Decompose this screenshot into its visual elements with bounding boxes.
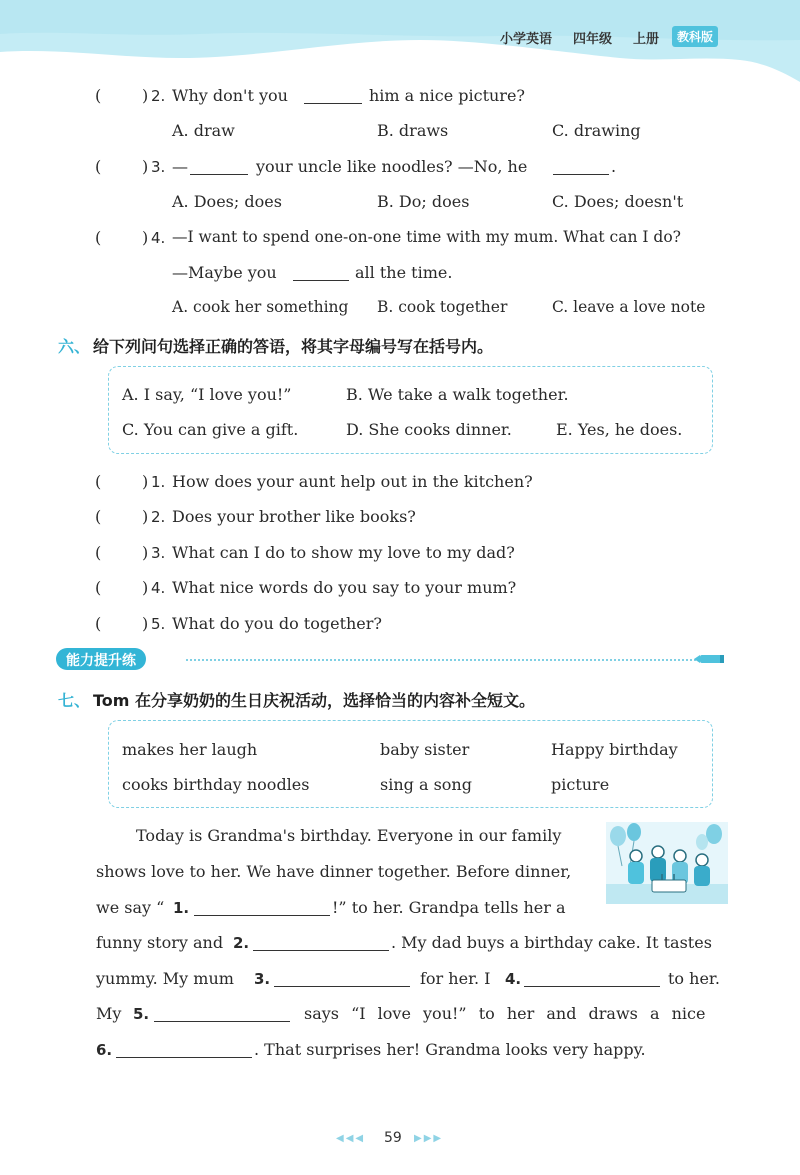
q3-option-c: C. Does; doesn't [552, 192, 684, 211]
q2-paren-close: ) [142, 86, 149, 105]
blank-1-number: 1. [173, 899, 190, 917]
q4-line2-pre: —Maybe you [172, 263, 277, 282]
q2-paren-open: ( [95, 86, 102, 105]
s6-q4-answer-slot[interactable] [106, 574, 142, 598]
q3-option-b: B. Do; does [377, 192, 470, 211]
section6-option-c: C. You can give a gift. [122, 420, 299, 439]
q3-paren-close: ) [142, 157, 149, 176]
page-number: 59 [384, 1130, 402, 1146]
s6-q2-number: 2. [151, 508, 166, 526]
q3-blank-1[interactable] [190, 159, 248, 175]
blank-2-number: 2. [233, 934, 250, 952]
section6-number: 六、 [58, 337, 91, 356]
section6-option-a: A. I say, “I love you!” [122, 385, 292, 404]
passage-blank-6[interactable] [116, 1042, 252, 1058]
s6-q1-answer-slot[interactable] [106, 468, 142, 492]
q4-option-a: A. cook her something [172, 298, 349, 316]
q4-blank[interactable] [293, 265, 349, 281]
s6-q5-text: What do you do together? [172, 614, 382, 633]
passage-line-5-pre: yummy. My mum [96, 969, 234, 988]
q4-paren-open: ( [95, 228, 102, 247]
word-option-6: picture [551, 775, 610, 794]
q2-option-c: C. drawing [552, 121, 641, 140]
word-option-3: Happy birthday [551, 740, 678, 759]
section7-word-box [108, 720, 713, 808]
q4-answer-slot[interactable] [106, 224, 142, 248]
q4-paren-close: ) [142, 228, 149, 247]
header-volume: 上册 [633, 32, 660, 47]
s6-q2-answer-slot[interactable] [106, 503, 142, 527]
header-subject: 小学英语 [500, 32, 553, 47]
q4-line2-post: all the time. [355, 263, 453, 282]
passage-line-6-pre: My [96, 1004, 122, 1023]
word-option-5: sing a song [380, 775, 472, 794]
word-option-4: cooks birthday noodles [122, 775, 310, 794]
s6-q5-number: 5. [151, 615, 166, 633]
s6-q2-paren-close: ) [142, 507, 149, 526]
s6-q2-text: Does your brother like books? [172, 507, 416, 526]
q4-option-b: B. cook together [377, 298, 508, 316]
s6-q3-text: What can I do to show my love to my dad? [172, 543, 515, 562]
word-option-1: makes her laugh [122, 740, 258, 759]
passage-line-5-post: to her. [668, 969, 720, 988]
footer-left-arrows-icon: ◀◀◀ [336, 1133, 366, 1144]
q3-blank-2[interactable] [553, 159, 609, 175]
family-illustration [606, 822, 728, 904]
q2-option-a: A. draw [172, 121, 235, 140]
ability-banner-line [186, 659, 696, 661]
s6-q3-answer-slot[interactable] [106, 539, 142, 563]
q3-dash: — [172, 157, 188, 176]
passage-line-6-post: says “I love you!” to her and draws a nice [304, 1004, 706, 1023]
q2-answer-slot[interactable] [106, 82, 142, 106]
passage-line-7-post: . That surprises her! Grandma looks very happy. [254, 1040, 646, 1059]
section6-option-d: D. She cooks dinner. [346, 420, 512, 439]
q3-stem-mid: your uncle like noodles? —No, he [256, 157, 528, 176]
q4-number: 4. [151, 229, 166, 247]
s6-q1-text: How does your aunt help out in the kitchen? [172, 472, 533, 491]
s6-q3-paren-open: ( [95, 543, 102, 562]
s6-q1-paren-close: ) [142, 472, 149, 491]
header-edition-badge: 教科版 [672, 26, 718, 47]
s6-q5-paren-open: ( [95, 614, 102, 633]
header-grade: 四年级 [573, 32, 613, 47]
q2-number: 2. [151, 87, 166, 105]
q4-stem: —I want to spend one-on-one time with my mum. What can I do? [172, 228, 681, 246]
q3-paren-open: ( [95, 157, 102, 176]
passage-line-4-post: . My dad buys a birthday cake. It tastes [391, 933, 712, 952]
s6-q4-paren-close: ) [142, 578, 149, 597]
s6-q3-paren-close: ) [142, 543, 149, 562]
q2-stem-post: him a nice picture? [369, 86, 525, 105]
s6-q1-number: 1. [151, 473, 166, 491]
passage-blank-3[interactable] [274, 971, 410, 987]
passage-line-1: Today is Grandma's birthday. Everyone in our family [136, 826, 562, 845]
passage-line-5-mid: for her. I [420, 969, 491, 988]
s6-q5-answer-slot[interactable] [106, 610, 142, 634]
section6-options-box [108, 366, 713, 454]
q3-number: 3. [151, 158, 166, 176]
s6-q1-paren-open: ( [95, 472, 102, 491]
passage-blank-4[interactable] [524, 971, 660, 987]
q4-option-c: C. leave a love note [552, 298, 706, 316]
passage-line-3-post: !” to her. Grandpa tells her a [332, 898, 566, 917]
q2-option-b: B. draws [377, 121, 449, 140]
q3-answer-slot[interactable] [106, 153, 142, 177]
ability-banner: 能力提升练 [56, 648, 146, 670]
blank-3-number: 3. [254, 970, 271, 988]
blank-5-number: 5. [133, 1005, 150, 1023]
section7-title: Tom 在分享奶奶的生日庆祝活动，选择恰当的内容补全短文。 [93, 691, 536, 710]
footer-right-arrows-icon: ▶▶▶ [414, 1133, 444, 1144]
passage-line-4-pre: funny story and [96, 933, 224, 952]
section7-number: 七、 [58, 691, 91, 710]
word-option-2: baby sister [380, 740, 470, 759]
passage-blank-5[interactable] [154, 1006, 290, 1022]
passage-blank-2[interactable] [253, 935, 389, 951]
q3-stem-end: . [611, 157, 617, 176]
s6-q4-text: What nice words do you say to your mum? [172, 578, 517, 597]
section6-option-e: E. Yes, he does. [556, 420, 683, 439]
s6-q4-paren-open: ( [95, 578, 102, 597]
passage-line-2: shows love to her. We have dinner together. Before dinner, [96, 862, 572, 881]
q3-option-a: A. Does; does [172, 192, 282, 211]
pencil-icon [694, 652, 726, 666]
passage-blank-1[interactable] [194, 900, 330, 916]
section6-option-b: B. We take a walk together. [346, 385, 569, 404]
s6-q3-number: 3. [151, 544, 166, 562]
passage-line-3-pre: we say “ [96, 898, 165, 917]
q2-blank[interactable] [304, 88, 362, 104]
q2-stem-pre: Why don't you [172, 86, 288, 105]
s6-q2-paren-open: ( [95, 507, 102, 526]
s6-q4-number: 4. [151, 579, 166, 597]
blank-6-number: 6. [96, 1041, 113, 1059]
s6-q5-paren-close: ) [142, 614, 149, 633]
blank-4-number: 4. [505, 970, 522, 988]
section6-title: 给下列问句选择正确的答语，将其字母编号写在括号内。 [93, 337, 494, 356]
